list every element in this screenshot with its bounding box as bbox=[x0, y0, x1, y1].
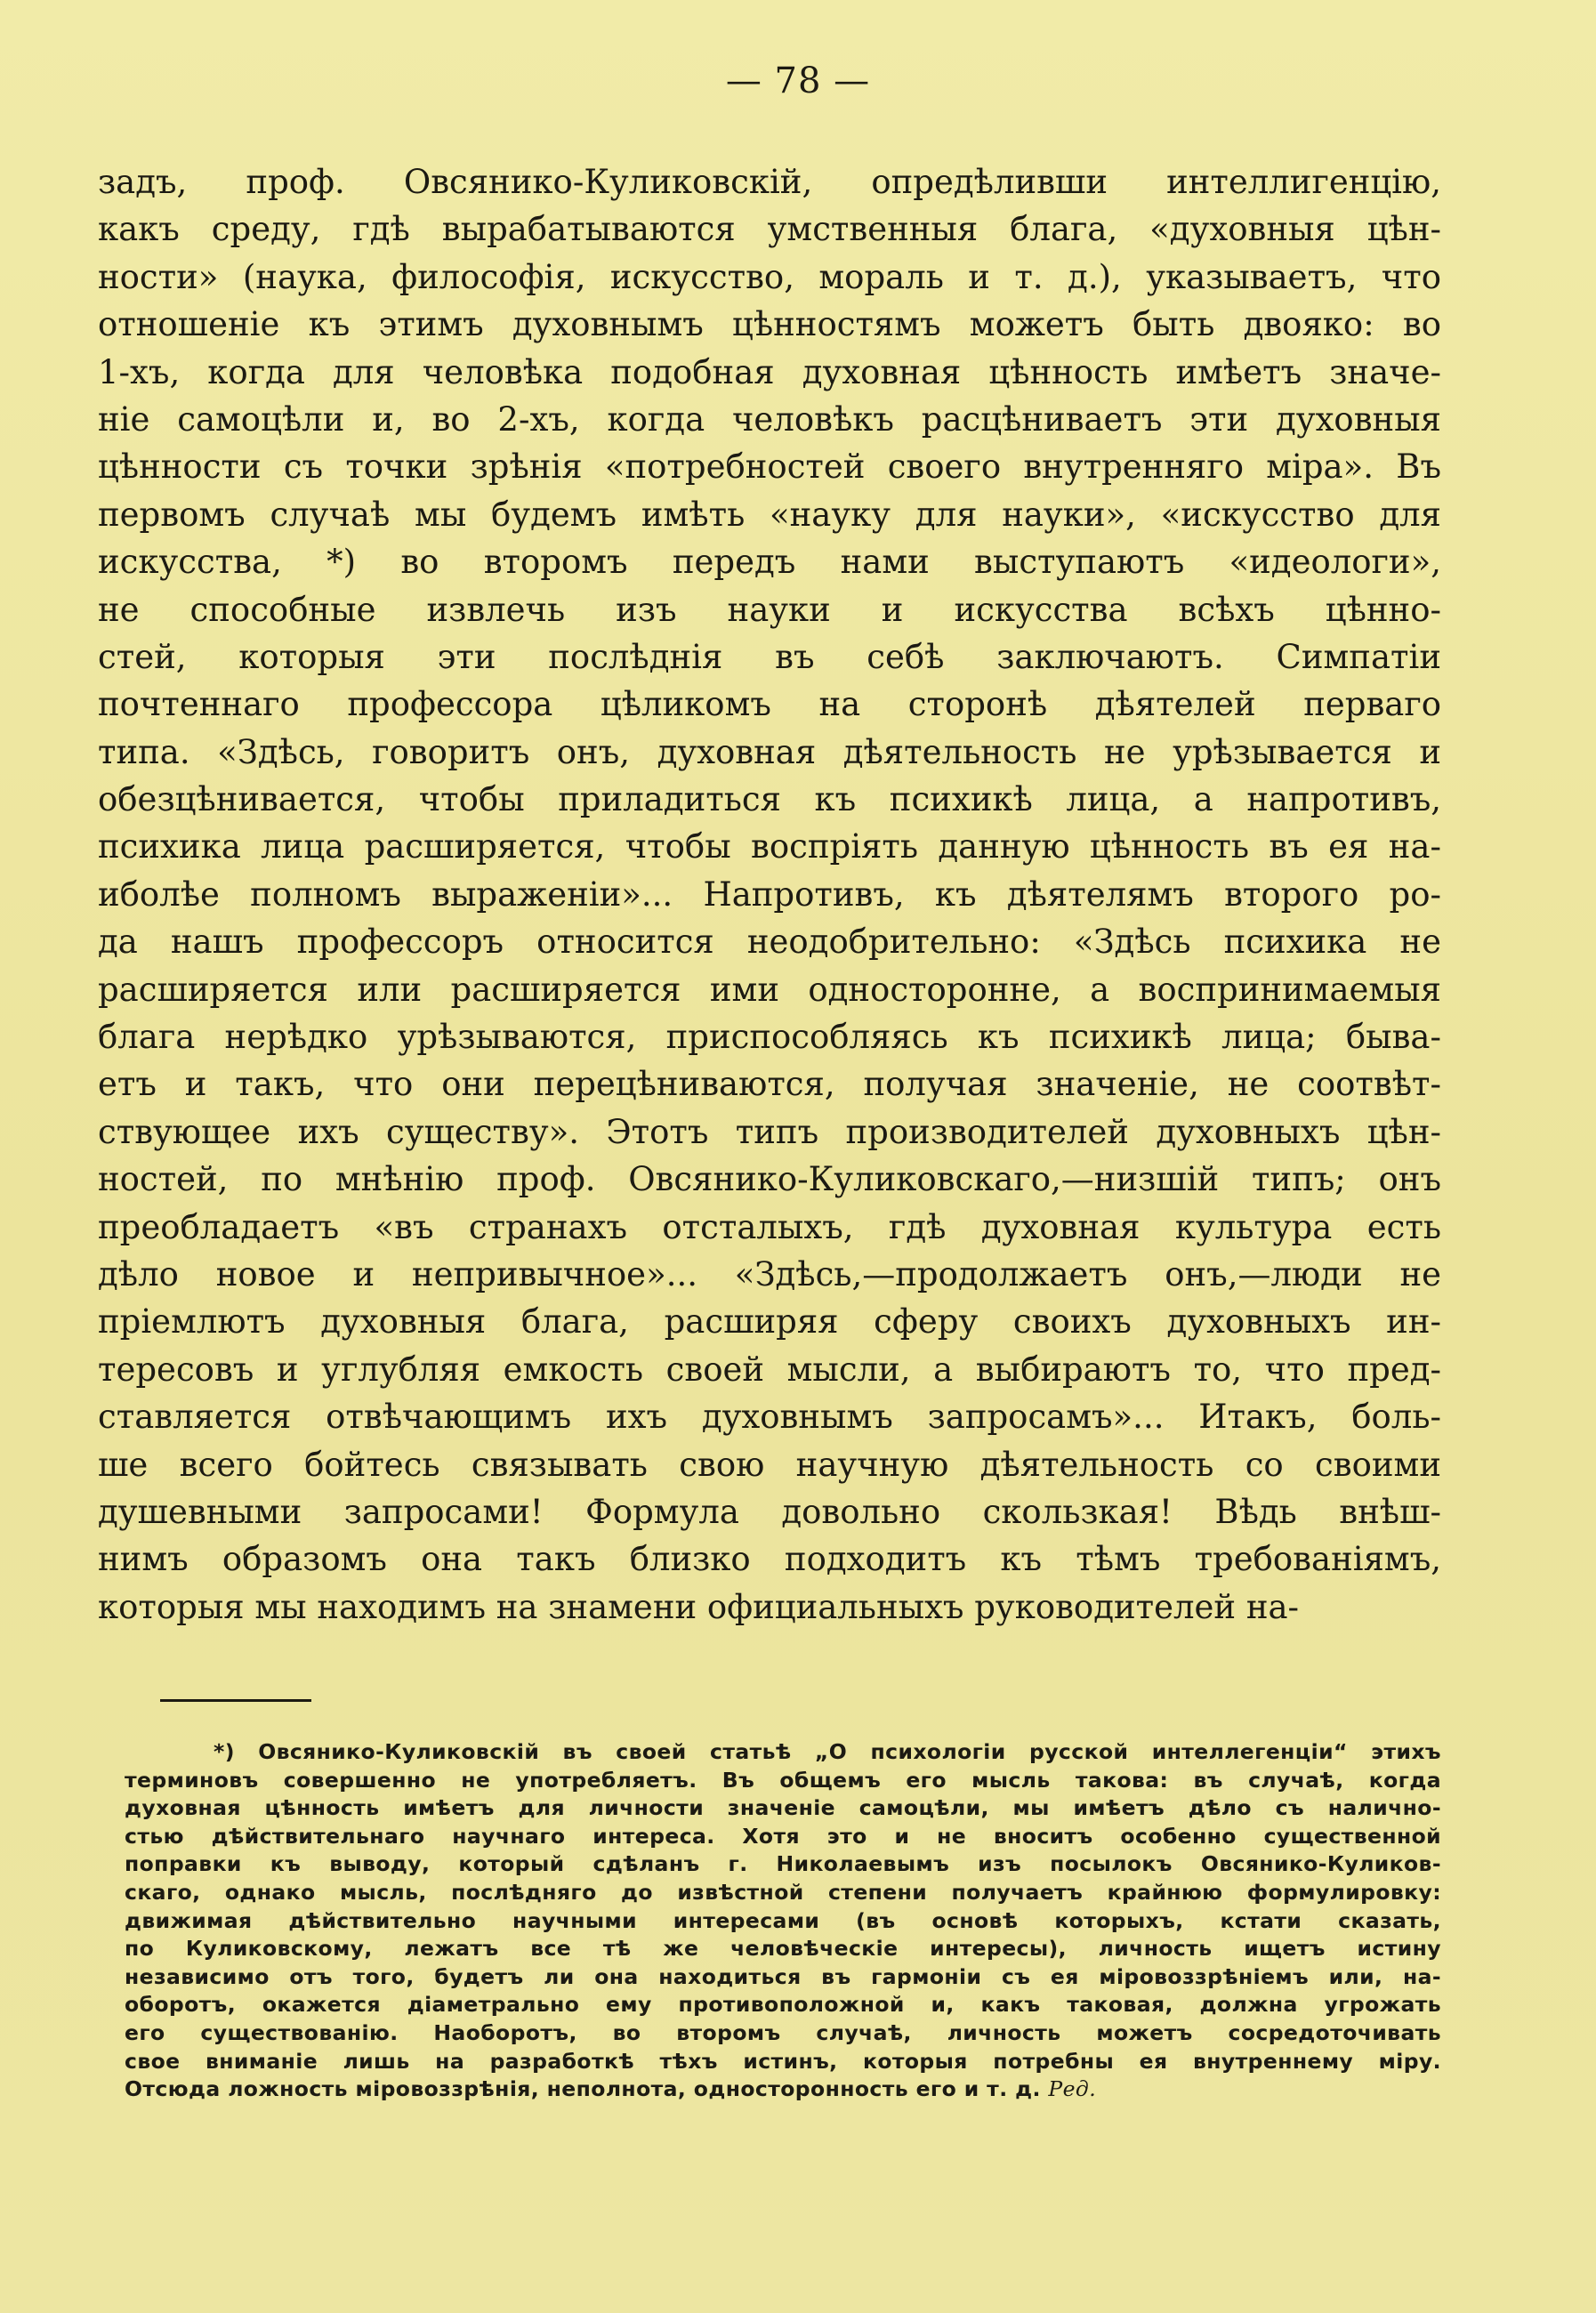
main-text bbox=[98, 158, 1441, 1631]
text-line: психика лица расширяется, чтобы воспріять данную цѣнность въ ея на- bbox=[98, 827, 1441, 866]
footnote-line: духовная цѣнность имѣетъ для личности значеніе самоцѣли, мы имѣетъ дѣло съ наличнo- bbox=[125, 1795, 1441, 1821]
text-line: ствующее ихъ существу». Этотъ типъ производителей духовныхъ цѣн- bbox=[98, 1112, 1441, 1151]
text-line: нимъ образомъ она такъ близко подходитъ къ тѣмъ требованіямъ, bbox=[98, 1540, 1441, 1579]
editor-signature: Ред. bbox=[1048, 2076, 1097, 2102]
text-line: ніе самоцѣли и, во 2-хъ, когда человѣкъ расцѣниваетъ эти духовныя bbox=[98, 399, 1441, 439]
text-line: отношеніе къ этимъ духовнымъ цѣнностямъ можетъ быть двояко: во bbox=[98, 305, 1441, 344]
footnote-separator bbox=[160, 1699, 311, 1702]
footnote-line bbox=[125, 2075, 1441, 2104]
footnote-line: независимо отъ того, будетъ ли она находиться въ гармоніи съ ея міровоззрѣніемъ или, на- bbox=[125, 1963, 1441, 1989]
text-line: не способные извлечь изъ науки и искусства всѣхъ цѣнно- bbox=[98, 590, 1441, 629]
text-line: первомъ случаѣ мы будемъ имѣть «науку для науки», «искусство для bbox=[98, 495, 1441, 534]
text-line: которыя мы находимъ на знамени официальныхъ руководителей на- bbox=[98, 1587, 1300, 1626]
page-number: — 78 — bbox=[725, 60, 871, 101]
text-line: стей, которыя эти послѣднія въ себѣ заключаютъ. Симпатіи bbox=[98, 637, 1441, 676]
text-line: блага нерѣдко урѣзываются, приспособляясь къ психикѣ лица; быва- bbox=[98, 1018, 1441, 1057]
text-line: да нашъ профессоръ относится неодобрительно: «Здѣсь психика не bbox=[98, 923, 1441, 962]
footnote-line: движимая дѣйствительно научными интересами (въ основѣ которыхъ, кстати сказать, bbox=[125, 1907, 1441, 1933]
text-line: расширяется или расширяется ими односторонне, а воспринимаемыя bbox=[98, 970, 1441, 1009]
footnote bbox=[125, 1738, 1441, 2104]
text-line: типа. «Здѣсь, говоритъ онъ, духовная дѣятельность не урѣзывается и bbox=[98, 732, 1441, 771]
footnote-line: его существованію. Наоборотъ, во второмъ случаѣ, личность можетъ сосредоточивать bbox=[125, 2019, 1441, 2045]
footnote-line: *) Овсянико-Куликовскій въ своей статьѣ „О психологіи русской интеллегенціи“ этихъ bbox=[214, 1739, 1441, 1764]
text-line: ностей, по мнѣнію проф. Овсянико-Куликовскаго,—низшій типъ; онъ bbox=[98, 1160, 1441, 1199]
text-line: почтеннаго профессора цѣликомъ на сторонѣ дѣятелей перваго bbox=[98, 685, 1441, 724]
text-line: какъ среду, гдѣ вырабатываются умственныя блага, «духовныя цѣн- bbox=[98, 210, 1441, 249]
text-line: искусства, *) во второмъ передъ нами выступаютъ «идеологи», bbox=[98, 543, 1441, 582]
text-line: тересовъ и углубляя емкость своей мысли, а выбираютъ то, что пред- bbox=[98, 1350, 1441, 1389]
footnote-line-text: Отсюда ложность міровоззрѣнія, неполнота, односторонность его и т. д. bbox=[125, 2076, 1041, 2102]
footnote-line: свое вниманіе лишь на разработкѣ тѣхъ истинъ, которыя потребны ея внутреннему міру. bbox=[125, 2048, 1441, 2074]
text-line: ности» (наука, философія, искусство, мораль и т. д.), указываетъ, что bbox=[98, 257, 1441, 296]
text-line: ставляется отвѣчающимъ ихъ духовнымъ запросамъ»... Итакъ, боль- bbox=[98, 1398, 1441, 1437]
footnote-line: по Куликовскому, лежатъ все тѣ же человѣческіе интересы), личность ищетъ истину bbox=[125, 1936, 1441, 1962]
text-line: преобладаетъ «въ странахъ отсталыхъ, гдѣ духовная культура есть bbox=[98, 1207, 1441, 1246]
footnote-line: оборотъ, окажется діаметрально ему противоположной и, какъ таковая, должна угрожать bbox=[125, 1992, 1441, 2018]
footnote-line: скаго, однако мысль, послѣдняго до извѣстной степени получаетъ крайнюю формулировку: bbox=[125, 1879, 1441, 1905]
text-line: 1-хъ, когда для человѣка подобная духовная цѣнность имѣетъ значе- bbox=[98, 352, 1441, 391]
text-line: етъ и такъ, что они перецѣниваются, получая значеніе, не соотвѣт- bbox=[98, 1065, 1441, 1104]
text-line: задъ, проф. Овсянико-Куликовскій, опредѣливши интеллигенцію, bbox=[98, 163, 1441, 201]
text-line: ше всего бойтесь связывать свою научную дѣятельность со своими bbox=[98, 1445, 1441, 1484]
text-line: обезцѣнивается, чтобы приладиться къ психикѣ лица, а напротивъ, bbox=[98, 780, 1441, 819]
footnote-line: терминовъ совершенно не употребляетъ. Въ общемъ его мысль такова: въ случаѣ, когда bbox=[125, 1767, 1441, 1793]
footnote-line: стью дѣйствительнаго научнаго интереса. Хотя это и не вноситъ особенно существенной bbox=[125, 1823, 1441, 1849]
text-line: иболѣе полномъ выраженіи»... Напротивъ, къ дѣятелямъ второго ро- bbox=[98, 874, 1441, 914]
text-line: душевными запросами! Формула довольно скользкая! Вѣдь внѣш- bbox=[98, 1492, 1441, 1531]
text-line: цѣнности съ точки зрѣнія «потребностей своего внутренняго міра». Въ bbox=[98, 447, 1441, 487]
text-line: дѣло новое и непривычное»... «Здѣсь,—продолжаетъ онъ,—люди не bbox=[98, 1254, 1441, 1294]
footnote-line: поправки къ выводу, который сдѣланъ г. Николаевымъ изъ посылокъ Овсянико-Куликов- bbox=[125, 1851, 1441, 1877]
text-line: пріемлютъ духовныя блага, расширяя сферу своихъ духовныхъ ин- bbox=[98, 1302, 1441, 1342]
